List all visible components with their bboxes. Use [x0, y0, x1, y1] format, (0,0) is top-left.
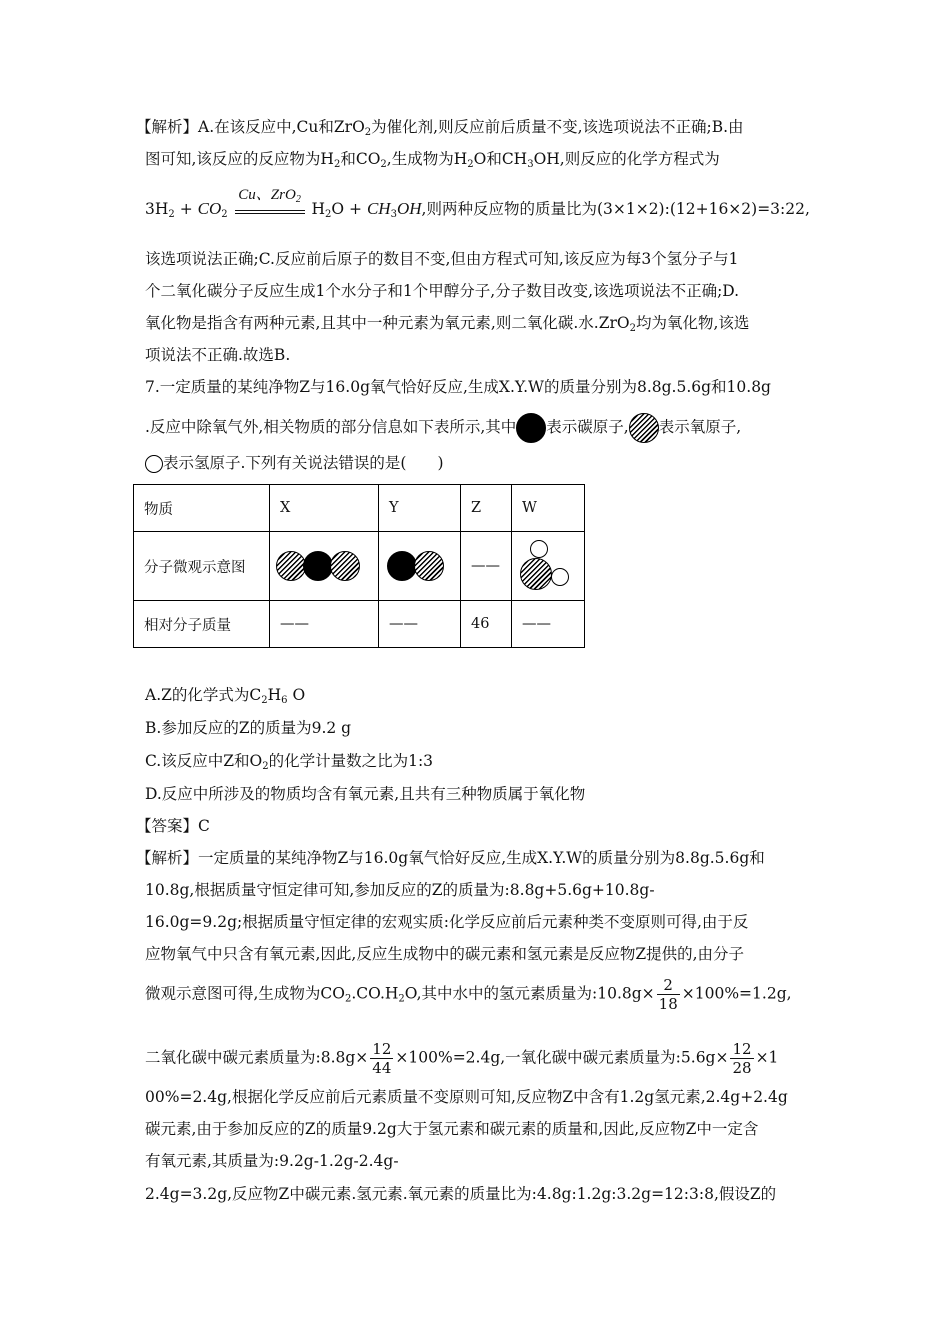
analysis-line-1: 【解析】A.在该反应中,Cu和ZrO$_2$为催化剂,则反应前后质量不变,该选项说法不正确;B.由: [136, 118, 744, 138]
analysis7-line-1: 【解析】一定质量的某纯净物Z与16.0g氧气恰好反应,生成X.Y.W的质量分别为8.8g.5.6g和: [136, 849, 765, 867]
carbon-atom-icon: [516, 413, 546, 443]
analysis-line-5: 个二氧化碳分子反应生成1个水分子和1个甲醇分子,分子数目改变,该选项说法不正确;D.: [145, 282, 740, 300]
analysis-line-4: 该选项说法正确;C.反应前后原子的数目不变,但由方程式可知,该反应为每3个氢分子与1: [145, 250, 739, 268]
option-c: C.该反应中Z和$O_2$的化学计量数之比为1:3: [145, 752, 434, 772]
question-7-line-2: .反应中除氧气外,相关物质的部分信息如下表所示,其中 表示碳原子, 表示氧原子,: [145, 413, 741, 443]
table-row-label: 相对分子质量: [134, 601, 270, 648]
oxygen-atom-icon: [330, 551, 360, 581]
table-header: 物质: [134, 485, 270, 532]
analysis7-line-7: 00%=2.4g,根据化学反应前后元素质量不变原则可知,反应物Z中含有1.2g氢元素,2.4g+2.4g: [145, 1088, 788, 1106]
option-b: B.参加反应的Z的质量为9.2 g: [145, 719, 352, 737]
analysis-line-7: 项说法不正确.故选B.: [145, 346, 291, 364]
table-cell: ——: [512, 601, 585, 648]
carbon-atom-icon: [387, 551, 417, 581]
table-header: X: [270, 485, 379, 532]
analysis7-line-2: 10.8g,根据质量守恒定律可知,参加反应的Z的质量为:8.8g+5.6g+10.8g-: [145, 881, 655, 899]
reaction-condition: Cu、ZrO$_2$: [235, 196, 305, 220]
carbon-atom-icon: [303, 551, 333, 581]
analysis7-line-9: 有氧元素,其质量为:9.2g-1.2g-2.4g-: [145, 1152, 399, 1170]
option-a: A.Z的化学式为$C_2H_6$ O: [145, 686, 306, 706]
analysis7-line-3: 16.0g=9.2g;根据质量守恒定律的宏观实质:化学反应前后元素种类不变原则可得,由于反: [145, 913, 749, 931]
fraction-2-18: $\frac{2}{18}$: [658, 976, 678, 1013]
table-cell: 46: [461, 601, 512, 648]
analysis7-line-8: 碳元素,由于参加反应的Z的质量9.2g大于氢元素和碳元素的质量和,因此,反应物Z中一定含: [145, 1120, 759, 1138]
hydrogen-atom-icon: [551, 568, 569, 586]
analysis7-line-10: 2.4g=3.2g,反应物Z中碳元素.氢元素.氧元素的质量比为:4.8g:1.2g:3.2g=12:3:8,假设Z的: [145, 1185, 777, 1203]
table-cell: ——: [379, 601, 461, 648]
table-header: Z: [461, 485, 512, 532]
hydrogen-atom-icon: [530, 540, 548, 558]
molecule-y-diagram: [379, 532, 461, 601]
molecule-w-diagram: [512, 532, 585, 601]
table-header: W: [512, 485, 585, 532]
question-7-line-1: 7.一定质量的某纯净物Z与16.0g氧气恰好反应,生成X.Y.W的质量分别为8.8g.5.6g和10.8g: [145, 378, 771, 396]
oxygen-atom-icon: [520, 558, 552, 590]
table-header: Y: [379, 485, 461, 532]
option-d: D.反应中所涉及的物质均含有氧元素,且共有三种物质属于氧化物: [145, 785, 586, 803]
hydrogen-atom-icon: [145, 455, 163, 473]
analysis7-line-5: 微观示意图可得,生成物为$CO_2.CO.H_2O$,其中水中的氢元素质量为:10.8g× $\frac{2}{18}$ ×100%=1.2g,: [145, 976, 792, 1013]
oxygen-atom-icon: [276, 551, 306, 581]
analysis7-line-6: 二氧化碳中碳元素质量为:8.8g× $\frac{12}{44}$ ×100%=2.4g,一氧化碳中碳元素质量为:5.6g× $\frac{12}{28}$ ×1: [145, 1040, 779, 1077]
fraction-12-28: $\frac{12}{28}$: [732, 1040, 752, 1077]
oxygen-atom-icon: [629, 413, 659, 443]
molecule-z-diagram: ——: [461, 532, 512, 601]
analysis7-line-4: 应物氧气中只含有氧元素,因此,反应生成物中的碳元素和氢元素是反应物Z提供的,由分子: [145, 945, 745, 963]
molecule-x-diagram: [270, 532, 379, 601]
table-row-label: 分子微观示意图: [134, 532, 270, 601]
table-cell: ——: [270, 601, 379, 648]
analysis-line-2: 图可知,该反应的反应物为$H_2$和$CO_2$,生成物为$H_2O$和$CH_3OH$,则反应的化学方程式为: [145, 150, 720, 170]
analysis-line-6: 氧化物是指含有两种元素,且其中一种元素为氧元素,则二氧化碳.水.ZrO$_2$均为氧化物,该选: [145, 314, 750, 334]
substance-table: [133, 484, 585, 648]
fraction-12-44: $\frac{12}{44}$: [372, 1040, 392, 1077]
question-7-line-3: 表示氢原子.下列有关说法错误的是( ): [145, 452, 444, 474]
oxygen-atom-icon: [414, 551, 444, 581]
chemical-equation: $3H_2 + CO_2$ Cu、ZrO$_2$ $H_2O + CH_3OH$,则两种反应物的质量比为(3×1×2):(12+16×2)=3:22,: [145, 187, 810, 220]
answer-label: 【答案】C: [136, 817, 210, 835]
